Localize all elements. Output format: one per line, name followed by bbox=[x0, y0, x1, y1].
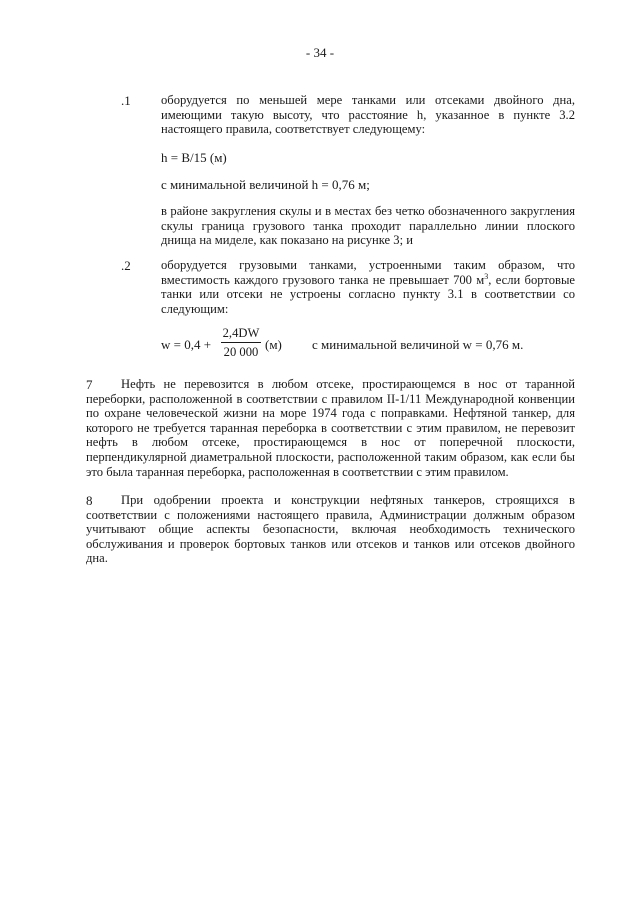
fraction-bar bbox=[221, 342, 261, 343]
section-8-text: При одобрении проекта и конструкции нефтяных танкеров, строящихся в соответствии с положениями настоящего правила, Администрации должным образом учитывают общие аспекты безопасности, включая необходимость технического обслуживания и проверок бортовых танков или отсеков и танков или отсеков двойного дна. bbox=[86, 493, 575, 566]
formula-unit: (м) bbox=[265, 337, 282, 352]
item-1-text: оборудуется по меньшей мере танками или отсеками двойного дна, имеющими такую высоту, что расстояние h, указанное в пункте 3.2 настоящего правила, соответствует следующему: bbox=[161, 93, 575, 137]
height-formula: h = B/15 (м) bbox=[161, 150, 227, 165]
width-formula-prefix: w = 0,4 + bbox=[161, 337, 212, 352]
formula-numerator: 2,4DW bbox=[222, 326, 260, 340]
page-number: - 34 - bbox=[305, 45, 335, 60]
item-1-bilge-text: в районе закругления скулы и в местах без четко обозначенного закругления скулы граница грузового танка проходит параллельно линии плоского днища на миделе, как показано на рисунке 3; и bbox=[161, 204, 575, 248]
item-2-text-part1: оборудуется грузовыми танками, устроенными таким образом, что вместимость каждого грузового танка не превышает 700 м bbox=[161, 258, 575, 287]
item-number-1: .1 bbox=[121, 93, 131, 108]
cubic-superscript: 3 bbox=[484, 271, 489, 281]
section-number-7: 7 bbox=[86, 377, 93, 392]
item-2-minimum: с минимальной величиной w = 0,76 м. bbox=[312, 337, 524, 352]
item-number-2: .2 bbox=[121, 258, 131, 273]
formula-denominator: 20 000 bbox=[223, 345, 259, 359]
item-1-minimum: с минимальной величиной h = 0,76 м; bbox=[161, 177, 370, 192]
item-2-text-part2: , если бортовые танки или отсеки не устроены согласно пункту 3.1 в соответствии со следующим: bbox=[161, 272, 576, 316]
item-2-text bbox=[161, 258, 575, 316]
section-number-8: 8 bbox=[86, 493, 93, 508]
section-7-text: Нефть не перевозится в любом отсеке, простирающемся в нос от таранной переборки, расположенной в соответствии с правилом II-1/11 Международной конвенции по охране человеческой жизни на море 1974 года с поправками. Нефтяной танкер, для которого не требуется таранная переборка в соответствии с этим правилом, не перевозит нефть в любом отсеке, простирающемся в нос от поперечной плоскости, перпендикулярной диаметральной плоскости, расположенной таким образом, как если бы это была таранная переборка, расположенная в соответствии с этим правилом. bbox=[86, 377, 575, 479]
